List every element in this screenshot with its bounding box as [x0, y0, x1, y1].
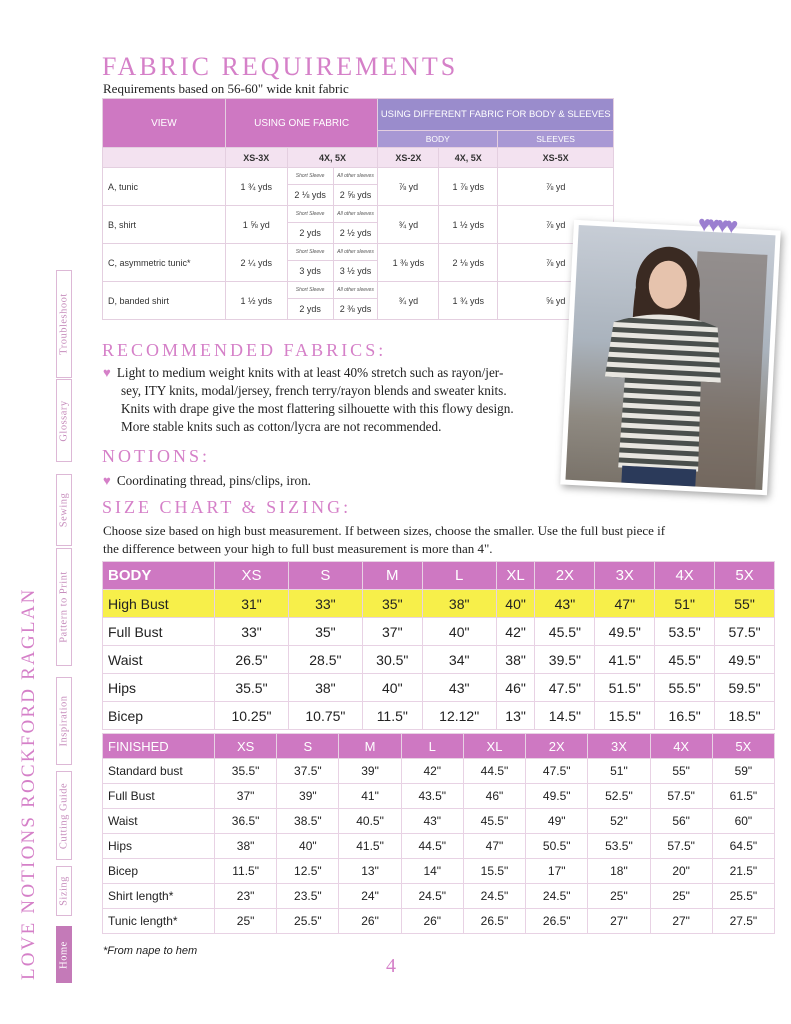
measurement-cell: 33": [215, 618, 289, 646]
size-header: M: [362, 562, 422, 590]
measurement-cell: 14.5": [535, 702, 595, 730]
measurement-cell: 28.5": [288, 646, 362, 674]
measurement-cell: 31": [215, 590, 289, 618]
chart-row: [103, 834, 775, 859]
measurement-cell: 46": [496, 674, 535, 702]
measurement-cell: 26": [401, 909, 463, 934]
chart-row: [103, 646, 775, 674]
other-sleeves-note: All other sleeves: [333, 206, 378, 223]
view-cell: C, asymmetric tunic*: [103, 244, 226, 282]
value-cell: 1 ⅝ yd: [225, 206, 287, 244]
chart-row: [103, 859, 775, 884]
measurement-cell: 13": [496, 702, 535, 730]
measurement-cell: 21.5": [712, 859, 774, 884]
sub-empty: [103, 148, 226, 168]
measurement-cell: 47": [463, 834, 525, 859]
recommended-line: More stable knits such as cotton/lycra are not recommended.: [121, 419, 442, 434]
nav-tab-sewing[interactable]: [56, 474, 72, 546]
fabric-row: [103, 168, 614, 185]
measurement-cell: 59.5": [715, 674, 775, 702]
measurement-cell: 11.5": [362, 702, 422, 730]
size-header: 2X: [535, 562, 595, 590]
value-cell: 1 ⅜ yds: [378, 244, 439, 282]
measurement-cell: 55": [650, 759, 712, 784]
body-size-chart: [102, 561, 775, 730]
size-head: 4X, 5X: [287, 148, 378, 168]
row-label: Standard bust: [103, 759, 215, 784]
nav-tab-pattern-to-print[interactable]: [56, 548, 72, 666]
recommended-line: ♥ Light to medium weight knits with at least 40% stretch such as rayon/jer-: [103, 365, 504, 380]
measurement-cell: 24.5": [401, 884, 463, 909]
nav-tab-home[interactable]: [56, 926, 72, 983]
measurement-cell: 51.5": [595, 674, 655, 702]
value-cell: 3 ½ yds: [333, 261, 378, 282]
nav-tab-label: Inspiration: [58, 695, 70, 747]
measurement-cell: 26.5": [463, 909, 525, 934]
nav-tab-sizing[interactable]: [56, 866, 72, 916]
col-one-fabric: USING ONE FABRIC: [225, 99, 378, 148]
view-cell: D, banded shirt: [103, 282, 226, 320]
measurement-cell: 38": [422, 590, 496, 618]
measurement-cell: 27": [650, 909, 712, 934]
nav-tab-label: Glossary: [58, 399, 70, 442]
fabric-title: FABRIC REQUIREMENTS: [102, 52, 459, 81]
col-different: USING DIFFERENT FABRIC FOR BODY & SLEEVES: [378, 99, 614, 131]
size-header: 4X: [650, 734, 712, 759]
measurement-cell: 25": [215, 909, 277, 934]
finished-size-chart: [102, 733, 775, 934]
measurement-cell: 57.5": [715, 618, 775, 646]
measurement-cell: 40": [422, 618, 496, 646]
measurement-cell: 15.5": [595, 702, 655, 730]
row-label: Hips: [103, 834, 215, 859]
chart-row: [103, 809, 775, 834]
measurement-cell: 10.75": [288, 702, 362, 730]
measurement-cell: 49.5": [526, 784, 588, 809]
measurement-cell: 43": [535, 590, 595, 618]
measurement-cell: 17": [526, 859, 588, 884]
measurement-cell: 20": [650, 859, 712, 884]
measurement-cell: 38.5": [277, 809, 339, 834]
notions-title: NOTIONS:: [102, 446, 210, 466]
short-sleeve-note: Short Sleeve: [287, 168, 333, 185]
model-illustration: [565, 225, 775, 490]
side-title-text: LOVE NOTIONS ROCKFORD RAGLAN: [18, 587, 39, 980]
measurement-cell: 43": [401, 809, 463, 834]
measurement-cell: 36.5": [215, 809, 277, 834]
nav-tab-troubleshoot[interactable]: [56, 270, 72, 378]
measurement-cell: 33": [288, 590, 362, 618]
measurement-cell: 56": [650, 809, 712, 834]
value-cell: ⅞ yd: [498, 244, 614, 282]
size-header: M: [339, 734, 401, 759]
measurement-cell: 38": [215, 834, 277, 859]
nav-tab-label: Sewing: [58, 492, 70, 528]
measurement-cell: 35.5": [215, 759, 277, 784]
side-title: [14, 540, 54, 980]
chart-header-row: [103, 734, 775, 759]
measurement-cell: 26": [339, 909, 401, 934]
value-cell: 2 ⅝ yds: [333, 185, 378, 206]
measurement-cell: 47": [595, 590, 655, 618]
chart-row: [103, 674, 775, 702]
size-header: 2X: [526, 734, 588, 759]
view-cell: B, shirt: [103, 206, 226, 244]
measurement-cell: 18.5": [715, 702, 775, 730]
measurement-cell: 57.5": [650, 834, 712, 859]
size-header: L: [401, 734, 463, 759]
value-cell: 2 ⅛ yds: [287, 185, 333, 206]
chart-row: [103, 590, 775, 618]
value-cell: 1 ⅞ yds: [439, 168, 498, 206]
measurement-cell: 18": [588, 859, 650, 884]
footnote: *From nape to hem: [103, 945, 198, 957]
measurement-cell: 61.5": [712, 784, 774, 809]
nav-tab-inspiration[interactable]: [56, 677, 72, 765]
measurement-cell: 51": [655, 590, 715, 618]
sizing-text: [103, 522, 783, 558]
sizing-line: Choose size based on high bust measurement. If between sizes, choose the smaller. Use the full bust piece if: [103, 523, 666, 538]
short-sleeve-note: Short Sleeve: [287, 244, 333, 261]
size-header: XL: [496, 562, 535, 590]
size-header: XS: [215, 734, 277, 759]
measurement-cell: 39.5": [535, 646, 595, 674]
measurement-cell: 37.5": [277, 759, 339, 784]
measurement-cell: 43.5": [401, 784, 463, 809]
measurement-cell: 10.25": [215, 702, 289, 730]
measurement-cell: 40": [277, 834, 339, 859]
nav-tab-label: Sizing: [58, 876, 70, 906]
recommended-title: RECOMMENDED FABRICS:: [102, 340, 387, 360]
view-cell: A, tunic: [103, 168, 226, 206]
measurement-cell: 35": [288, 618, 362, 646]
measurement-cell: 37": [362, 618, 422, 646]
value-cell: ¾ yd: [378, 206, 439, 244]
measurement-cell: 44.5": [463, 759, 525, 784]
measurement-cell: 49.5": [715, 646, 775, 674]
row-label: Hips: [103, 674, 215, 702]
chart-header-label: FINISHED: [103, 734, 215, 759]
row-label: Bicep: [103, 702, 215, 730]
size-header: 5X: [715, 562, 775, 590]
value-cell: 2 ½ yds: [333, 223, 378, 244]
fabric-row: [103, 244, 614, 261]
measurement-cell: 23": [215, 884, 277, 909]
value-cell: 2 ⅛ yds: [439, 244, 498, 282]
measurement-cell: 60": [712, 809, 774, 834]
recommended-line: sey, ITY knits, modal/jersey, french terry/rayon blends and sweater knits.: [121, 383, 507, 398]
measurement-cell: 26.5": [526, 909, 588, 934]
measurement-cell: 53.5": [588, 834, 650, 859]
value-cell: ¾ yd: [378, 282, 439, 320]
col-body: BODY: [378, 131, 498, 148]
measurement-cell: 45.5": [655, 646, 715, 674]
measurement-cell: 46": [463, 784, 525, 809]
fabric-table: [102, 98, 614, 320]
value-cell: 3 yds: [287, 261, 333, 282]
measurement-cell: 55": [715, 590, 775, 618]
measurement-cell: 35": [362, 590, 422, 618]
fabric-row: [103, 282, 614, 299]
measurement-cell: 52.5": [588, 784, 650, 809]
model-photo: [560, 220, 781, 495]
col-view: VIEW: [103, 99, 226, 148]
measurement-cell: 55.5": [655, 674, 715, 702]
short-sleeve-note: Short Sleeve: [287, 282, 333, 299]
page-number: 4: [386, 955, 396, 977]
size-head: 4X, 5X: [439, 148, 498, 168]
measurement-cell: 24.5": [526, 884, 588, 909]
measurement-cell: 45.5": [463, 809, 525, 834]
size-header: 5X: [712, 734, 774, 759]
short-sleeve-note: Short Sleeve: [287, 206, 333, 223]
size-header: L: [422, 562, 496, 590]
measurement-cell: 25": [588, 884, 650, 909]
fabric-subtitle: Requirements based on 56-60" wide knit fabric: [103, 81, 349, 96]
size-header: 3X: [588, 734, 650, 759]
size-header: XL: [463, 734, 525, 759]
size-header: XS: [215, 562, 289, 590]
other-sleeves-note: All other sleeves: [333, 282, 378, 299]
chart-header-row: [103, 562, 775, 590]
nav-tab-label: Home: [58, 940, 70, 969]
size-head: XS-3X: [225, 148, 287, 168]
measurement-cell: 40.5": [339, 809, 401, 834]
measurement-cell: 12.5": [277, 859, 339, 884]
chart-row: [103, 618, 775, 646]
hearts-decoration: ♥♥♥♥: [697, 210, 736, 239]
row-label: High Bust: [103, 590, 215, 618]
nav-tab-label: Pattern to Print: [58, 571, 70, 643]
value-cell: 1 ½ yds: [225, 282, 287, 320]
measurement-cell: 41": [339, 784, 401, 809]
measurement-cell: 41.5": [595, 646, 655, 674]
row-label: Waist: [103, 646, 215, 674]
recommended-line: Knits with drape give the most flattering silhouette with this flowy design.: [121, 401, 514, 416]
sizing-line: the difference between your high to full bust measurement is more than 4".: [103, 541, 493, 556]
value-cell: 2 ⅜ yds: [333, 299, 378, 320]
measurement-cell: 45.5": [535, 618, 595, 646]
value-cell: ⅞ yd: [378, 168, 439, 206]
value-cell: 2 ¼ yds: [225, 244, 287, 282]
other-sleeves-note: All other sleeves: [333, 168, 378, 185]
measurement-cell: 40": [496, 590, 535, 618]
measurement-cell: 40": [362, 674, 422, 702]
measurement-cell: 59": [712, 759, 774, 784]
value-cell: 1 ¾ yds: [225, 168, 287, 206]
row-label: Bicep: [103, 859, 215, 884]
size-header: 3X: [595, 562, 655, 590]
measurement-cell: 25.5": [712, 884, 774, 909]
other-sleeves-note: All other sleeves: [333, 244, 378, 261]
measurement-cell: 42": [496, 618, 535, 646]
chart-row: [103, 784, 775, 809]
fabric-row: [103, 206, 614, 223]
measurement-cell: 15.5": [463, 859, 525, 884]
value-cell: 1 ¾ yds: [439, 282, 498, 320]
measurement-cell: 42": [401, 759, 463, 784]
measurement-cell: 34": [422, 646, 496, 674]
nav-tab-cutting-guide[interactable]: [56, 771, 72, 860]
heart-bullet-icon: ♥: [103, 365, 111, 380]
measurement-cell: 14": [401, 859, 463, 884]
row-label: Tunic length*: [103, 909, 215, 934]
measurement-cell: 64.5": [712, 834, 774, 859]
measurement-cell: 39": [339, 759, 401, 784]
measurement-cell: 57.5": [650, 784, 712, 809]
row-label: Full Bust: [103, 618, 215, 646]
size-head: XS-5X: [498, 148, 614, 168]
measurement-cell: 11.5": [215, 859, 277, 884]
measurement-cell: 49.5": [595, 618, 655, 646]
value-cell: ⅝ yd: [498, 282, 614, 320]
value-cell: ⅞ yd: [498, 168, 614, 206]
col-sleeves: SLEEVES: [498, 131, 614, 148]
measurement-cell: 23.5": [277, 884, 339, 909]
nav-tab-label: Cutting Guide: [58, 782, 70, 849]
measurement-cell: 50.5": [526, 834, 588, 859]
measurement-cell: 25": [650, 884, 712, 909]
measurement-cell: 24.5": [463, 884, 525, 909]
value-cell: 1 ½ yds: [439, 206, 498, 244]
measurement-cell: 35.5": [215, 674, 289, 702]
row-label: Shirt length*: [103, 884, 215, 909]
measurement-cell: 47.5": [535, 674, 595, 702]
recommended-text: [103, 364, 573, 436]
chart-row: [103, 909, 775, 934]
measurement-cell: 41.5": [339, 834, 401, 859]
measurement-cell: 38": [496, 646, 535, 674]
measurement-cell: 27.5": [712, 909, 774, 934]
value-cell: 2 yds: [287, 299, 333, 320]
value-cell: 2 yds: [287, 223, 333, 244]
row-label: Full Bust: [103, 784, 215, 809]
measurement-cell: 37": [215, 784, 277, 809]
size-header: S: [277, 734, 339, 759]
row-label: Waist: [103, 809, 215, 834]
measurement-cell: 53.5": [655, 618, 715, 646]
measurement-cell: 43": [422, 674, 496, 702]
measurement-cell: 39": [277, 784, 339, 809]
measurement-cell: 13": [339, 859, 401, 884]
value-cell: ⅞ yd: [498, 206, 614, 244]
chart-row: [103, 884, 775, 909]
chart-header-label: BODY: [103, 562, 215, 590]
chart-row: [103, 759, 775, 784]
measurement-cell: 26.5": [215, 646, 289, 674]
size-header: 4X: [655, 562, 715, 590]
measurement-cell: 27": [588, 909, 650, 934]
nav-tab-glossary[interactable]: [56, 379, 72, 462]
heart-bullet-icon: ♥: [103, 473, 111, 488]
size-header: S: [288, 562, 362, 590]
measurement-cell: 38": [288, 674, 362, 702]
nav-tab-label: Troubleshoot: [58, 293, 70, 355]
measurement-cell: 51": [588, 759, 650, 784]
measurement-cell: 52": [588, 809, 650, 834]
size-head: XS-2X: [378, 148, 439, 168]
measurement-cell: 12.12": [422, 702, 496, 730]
sizing-title: SIZE CHART & SIZING:: [102, 497, 352, 517]
chart-row: [103, 702, 775, 730]
measurement-cell: 25.5": [277, 909, 339, 934]
notions-text: ♥ Coordinating thread, pins/clips, iron.: [103, 473, 311, 488]
measurement-cell: 24": [339, 884, 401, 909]
measurement-cell: 44.5": [401, 834, 463, 859]
measurement-cell: 16.5": [655, 702, 715, 730]
measurement-cell: 49": [526, 809, 588, 834]
measurement-cell: 30.5": [362, 646, 422, 674]
measurement-cell: 47.5": [526, 759, 588, 784]
